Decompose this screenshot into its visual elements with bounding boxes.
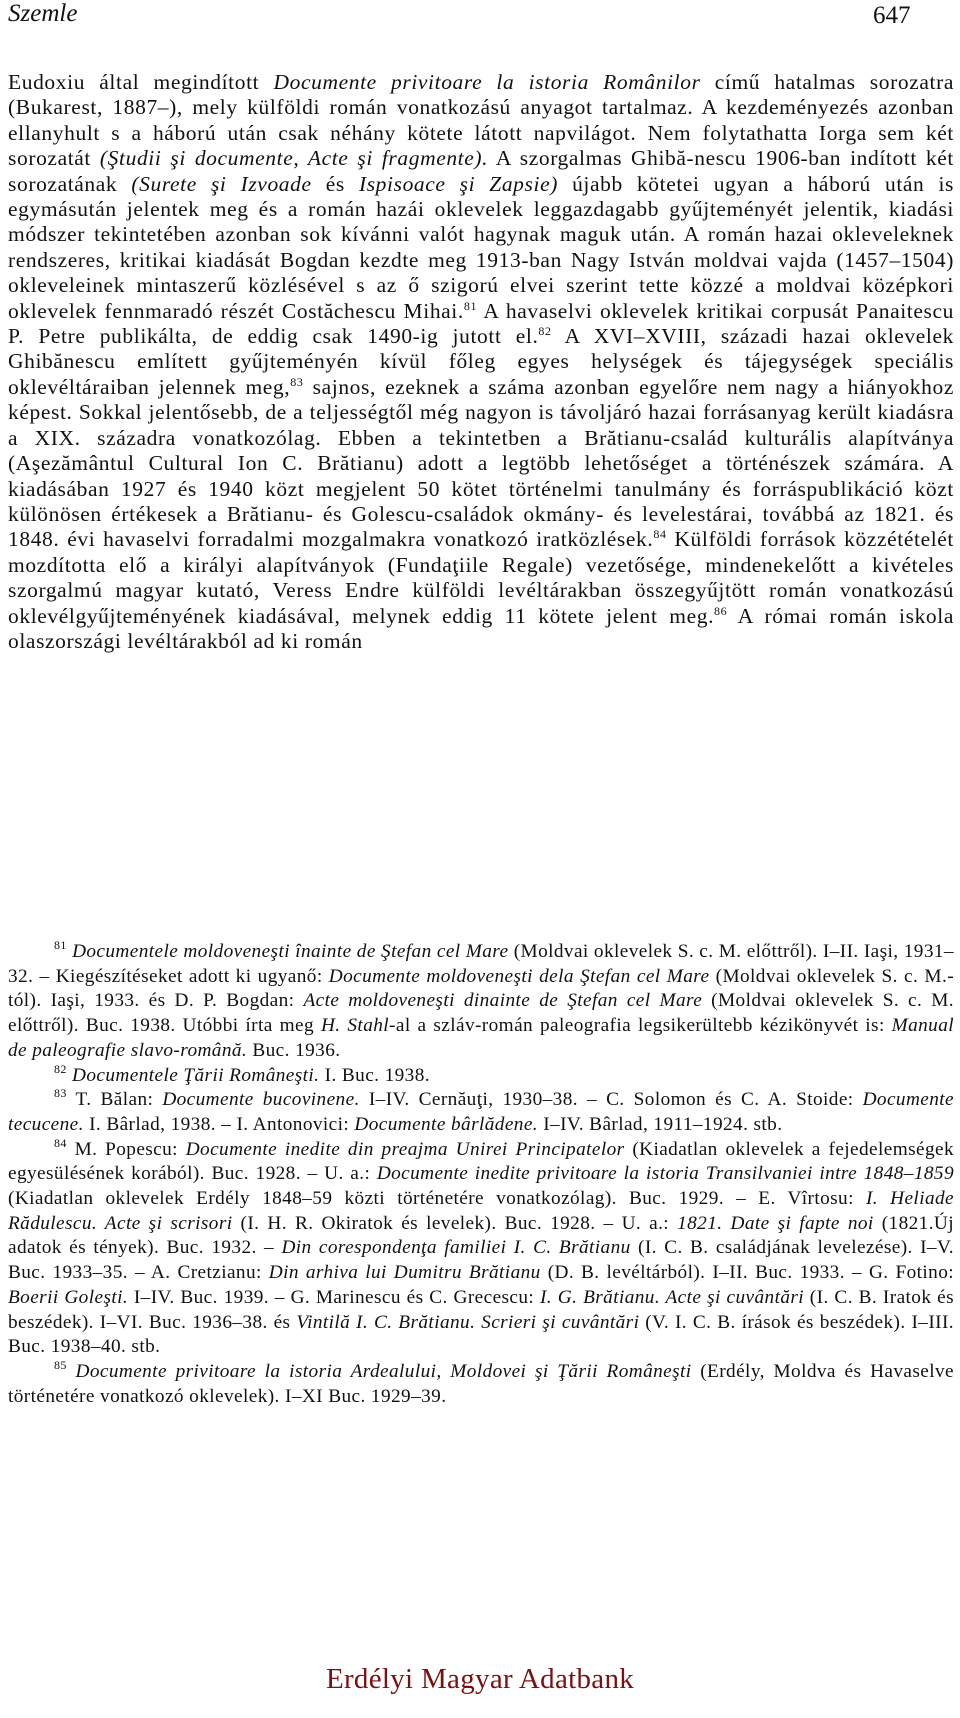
footnote-number: 82: [54, 1061, 67, 1076]
italic-title: Manual de paleografie slavo-română.: [8, 1015, 955, 1061]
text-run: A havaselvi oklevelek kritikai corpusát Panaitescu P. Petre publikálta, de eddig csak 1490-ig jutott el.: [8, 298, 954, 349]
text-run: Buc. 1936.: [247, 1039, 341, 1061]
text-run: (I. C. B. családjának levelezése). I–V. Buc. 1933–35. – A. Cretzianu:: [8, 1237, 955, 1284]
italic-title: (Ştudii şi documente, Acte şi fragmente).: [99, 146, 489, 171]
footnote-ref-86: 86: [714, 603, 728, 618]
italic-title: Din arhiva lui Dumitru Brătianu: [268, 1262, 541, 1284]
footnote-ref-83: 83: [290, 374, 304, 389]
footnote-ref-81: 81: [463, 298, 478, 313]
text-run: Eudoxiu által megindított: [8, 70, 274, 94]
italic-title: Documente inedite din preajma Unirei Principatelor: [185, 1138, 625, 1160]
italic-title: Documente moldoveneşti dela Ştefan cel Mare: [328, 965, 710, 987]
italic-title: Vintilă I. C. Brătianu. Scrieri şi cuvântări: [296, 1311, 640, 1333]
page-number: 647: [873, 2, 911, 29]
text-run: (Moldvai oklevelek S. c. M. előttről). I–II. Iaşi, 1931–32. – Kiegészítéseket adott ki ugyanő:: [8, 941, 954, 987]
italic-title: Acte moldoveneşti dinainte de Ştefan cel Mare: [303, 990, 703, 1012]
text-run: I–IV. Cernăuţi, 1930–38. – C. Solomon és C. A. Stoide:: [359, 1089, 863, 1111]
running-header-title: Szemle: [8, 0, 78, 27]
italic-title: 1821. Date şi fapte noi: [677, 1212, 874, 1234]
footnote-number: 84: [54, 1135, 67, 1150]
italic-title: Documentele moldoveneşti înainte de Ştefan cel Mare: [72, 941, 509, 962]
italic-title: Din corespondenţa familiei I. C. Brătianu: [281, 1237, 631, 1259]
text-run: sajnos, ezeknek a száma azonban egyelőre nem nagy a hiányokhoz képest. Sokkal jelentősebb, de a teljességtől még nagyon is távoljáró hazai forrásanyag került kiadásra a XIX. századra vonatkozólag. Ebben a tekintetben a Brătianu-család kulturális alapítványa (Aşezământul Cultural Ion C. Brătianu) adott a legtöbb lehetőséget a történészek számára. A kiadásában 1927 és 1940 közt megjelent 50 kötet történelmi tanulmány és forráspublikáció közt különösen értékesek a Brătianu- és Golescu-családok okmány- és levelestárai, továbbá az 1821. és 1848. évi havaselvi forradalmi mozgalmakra vonatkozó iratközlések.: [8, 374, 954, 552]
italic-title: Ispisoace şi Zapsie): [358, 171, 558, 196]
text-run: A szorgalmas Ghibă-nescu 1906-ban indított két sorozatának: [8, 146, 954, 196]
italic-title: H. Stahl: [320, 1015, 390, 1037]
text-run: I–IV. Buc. 1939. – G. Marinescu és C. Grecescu:: [128, 1286, 540, 1308]
text-run: Külföldi források közzétételét mozdította elő a királyi alapítványok (Fundaţiile Regale) vezetősége, mindenekelőtt a kivételes szorgalmú magyar kutató, Veress Endre külföldi levéltárakban összegyűjtött román vonatkozású oklevélgyűjteményének kiadásával, melynek eddig 11 kötete jelent meg.: [8, 527, 954, 628]
footnote-number: 83: [54, 1086, 67, 1101]
italic-title: Documentele Ţării Româneşti.: [72, 1064, 320, 1086]
text-run: (Erdély, Moldva és Havaselve történetére vonatkozó oklevelek). I–XI Buc. 1929–39.: [8, 1360, 954, 1407]
text-run: (1821.Új adatok és tények). Buc. 1932. –: [8, 1212, 954, 1259]
text-run: (Kiadatlan oklevelek Erdély 1848–59 közti történetére vonatkozólag). Buc. 1929. – E. Vîrtosu:: [8, 1188, 866, 1210]
text-run: (Moldvai oklevelek S. c. M. előttről). Buc. 1938. Utóbbi írta meg: [8, 990, 954, 1037]
footnote-83: [8, 1088, 954, 1137]
text-run: (D. B. levéltárból). I–II. Buc. 1933. – G. Fotino:: [540, 1262, 955, 1284]
text-run: -al a szláv-román paleografia legsikerültebb kézikönyvét is:: [389, 1015, 892, 1037]
italic-title: Documente bucovinene.: [162, 1089, 360, 1111]
text-run: M. Popescu:: [66, 1138, 186, 1160]
paragraph: [8, 70, 954, 654]
main-text: [8, 70, 954, 654]
text-run: (Kiadatlan oklevelek a fejedelemségek egyesülésének korából). Buc. 1928. – U. a.:: [8, 1138, 955, 1185]
footnote-84: [8, 1135, 955, 1360]
text-run: (Moldvai oklevelek S. c. M.-tól). Iaşi, 1933. és D. P. Bogdan:: [8, 965, 955, 1012]
italic-title: Documente privitoare la istoria Ardealului, Moldovei şi Ţării Româneşti: [75, 1360, 692, 1382]
text-run: (V. I. C. B. írások és beszédek). I–III. Buc. 1938–40. stb.: [8, 1311, 955, 1358]
italic-title: (Surete şi Izvoade: [131, 171, 312, 196]
text-run: A XVI–XVIII, századi hazai oklevelek Ghibănescu említett gyűjteményén kívül főleg egyes helységek és tájegységek speciális oklevéltáraiban jelennek meg,: [8, 324, 954, 399]
italic-title: I. Heliade Rădulescu. Acte şi scrisori: [8, 1188, 954, 1234]
italic-title: Documente inedite privitoare la istoria Transilvaniei intre 1848–1859: [376, 1163, 954, 1185]
watermark-footer: Erdélyi Magyar Adatbank: [325, 1663, 635, 1695]
text-run: és: [311, 171, 359, 196]
text-run: (I. H. R. Okiratok és levelek). Buc. 1928. – U. a.:: [232, 1212, 678, 1234]
footnotes: [8, 940, 954, 1409]
italic-title: Documente bârlădene.: [354, 1113, 538, 1135]
footnote-number: 85: [54, 1357, 67, 1372]
text-run: (I. C. B. Iratok és beszédek). I–VI. Buc. 1936–38. és: [8, 1286, 954, 1333]
text-run: T. Bălan:: [66, 1089, 163, 1111]
italic-title: I. G. Brătianu. Acte şi cuvântări: [539, 1286, 805, 1308]
text-run: I. Buc. 1938.: [319, 1064, 430, 1086]
footnote-ref-84: 84: [653, 527, 667, 542]
text-run: I–IV. Bârlad, 1911–1924. stb.: [538, 1113, 783, 1135]
footnote-82: [8, 1061, 954, 1089]
italic-title: Documente privitoare la istoria Românilor: [273, 70, 701, 94]
footnote-ref-82: 82: [538, 324, 552, 339]
text-run: A római román iskola olaszországi levéltárakból ad ki román: [8, 603, 954, 653]
footnote-number: 81: [54, 938, 67, 952]
footnote-81: [8, 940, 954, 1064]
text-run: újabb kötetei ugyan a háború után is egymásután jelentek meg és a román hazái oklevelek leggazdagabb gyűjteményét jelentik, kiadási módszer tekintetében azonban sok kívánni valót hagynak maguk után. A román hazai okleveleknek rendszeres, kritikai kiadását Bogdan kezdte meg 1913-ban Nagy István moldvai vajda (1457–1504) okleveleinek mintaszerű közlésével s az ő szigorú elvei szerint tette közzé a moldvai középkori oklevelek fennmaradó részét Costăchescu Mihai.: [8, 171, 955, 323]
italic-title: Documente tecucene.: [8, 1089, 954, 1135]
text-run: I. Bârlad, 1938. – I. Antonovici:: [83, 1113, 355, 1135]
italic-title: Boerii Goleşti.: [8, 1286, 129, 1308]
text-run: című hatalmas sorozatra (Bukarest, 1887–), mely külföldi román vonatkozású anyagot tartalmaz. A kezdeményezés azonban ellanyhult s a háború után csak néhány kötete látott napvilágot. Nem folytathatta Iorga sem két sorozatát: [8, 70, 954, 171]
footnote-85: [8, 1357, 954, 1409]
